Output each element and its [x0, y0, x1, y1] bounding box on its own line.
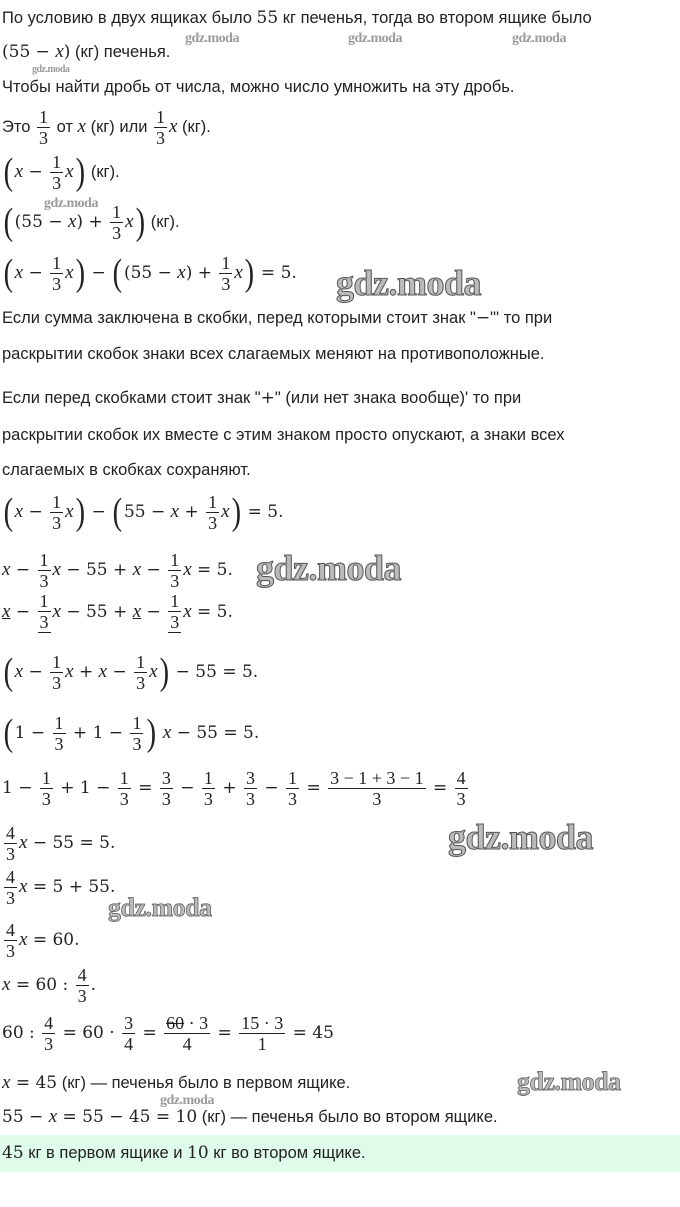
numerator-text: 1 — [39, 591, 49, 611]
numerator-text: 1 — [54, 712, 64, 733]
text-run: кг в первом ящике и — [23, 1143, 188, 1162]
fraction — [206, 492, 219, 533]
fraction-denominator: 3 — [77, 985, 87, 1006]
math-run: − — [86, 263, 112, 283]
fraction-numerator — [202, 768, 215, 789]
text-line — [2, 763, 470, 813]
fraction-numerator — [76, 965, 89, 986]
big-parenthesis: ( — [3, 252, 14, 294]
text-run: Чтобы найти дробь от числа, можно число умножить на эту дробь. — [2, 77, 515, 96]
fraction-denominator: 3 — [170, 612, 180, 632]
text-run: Если сумма заключена в скобки, перед которыми стоит знак " — [2, 308, 476, 327]
math-variable: x — [19, 832, 28, 853]
fraction — [4, 920, 17, 961]
fraction — [40, 768, 53, 809]
fraction-numerator — [160, 768, 173, 789]
numerator-text: 1 — [52, 651, 62, 672]
fraction-numerator — [50, 152, 63, 173]
big-parenthesis: ( — [3, 651, 14, 693]
fraction-numerator — [53, 713, 66, 734]
big-parenthesis: ) — [135, 201, 145, 243]
text-run: от — [52, 117, 78, 136]
math-run: (55 − — [14, 212, 68, 232]
fraction — [50, 652, 63, 693]
math-run: − 55 = 5. — [171, 723, 260, 743]
math-run: − — [23, 162, 49, 182]
fraction — [50, 152, 63, 193]
math-run: = 55 − 45 = 10 — [57, 1107, 198, 1127]
fraction-numerator — [130, 713, 143, 734]
math-variable: x — [19, 929, 28, 950]
fraction-denominator: 3 — [112, 222, 122, 243]
fraction-denominator: 3 — [52, 273, 62, 294]
text-run: (кг). — [177, 117, 211, 136]
fraction — [50, 492, 63, 533]
math-run: − — [10, 560, 36, 580]
fraction — [42, 1013, 55, 1054]
math-variable: x — [65, 501, 74, 522]
math-run: 55 — [256, 8, 279, 28]
math-run: − 55 + — [60, 602, 133, 622]
text-line — [2, 915, 80, 965]
text-run: слагаемых в скобках сохраняют. — [2, 460, 251, 479]
fraction-numerator — [286, 768, 299, 789]
text-line — [2, 102, 211, 152]
math-run: = — [427, 778, 453, 798]
fraction-denominator: 3 — [6, 887, 15, 908]
math-run: − — [23, 502, 49, 522]
math-variable: x — [2, 1072, 11, 1093]
math-run: + — [179, 502, 205, 522]
struck-number: 60 — [166, 1012, 185, 1033]
math-variable: x — [14, 661, 24, 682]
text-line — [2, 647, 258, 697]
fraction-numerator — [4, 823, 17, 844]
math-run: = — [212, 1023, 238, 1043]
big-parenthesis: ( — [112, 491, 123, 533]
text-line — [2, 862, 115, 912]
math-run: 55 − — [123, 502, 171, 522]
numerator-text: 1 — [39, 549, 49, 570]
watermark: gdz.moda — [348, 31, 402, 46]
math-variable: x — [67, 211, 77, 232]
math-run: = — [301, 778, 327, 798]
math-variable: x — [77, 116, 86, 137]
math-variable: x — [2, 559, 11, 580]
fraction-numerator — [4, 920, 17, 941]
fraction-numerator — [50, 492, 63, 513]
math-variable: x — [2, 974, 11, 995]
math-run: (55 − — [2, 42, 56, 62]
fraction-denominator: 3 — [6, 843, 15, 864]
math-run: + 1 − — [67, 723, 129, 743]
fraction-numerator — [42, 1013, 55, 1034]
fraction-numerator — [50, 253, 63, 274]
math-run: 1 − — [14, 723, 51, 743]
math-variable: x — [149, 661, 158, 682]
fraction-numerator — [164, 1013, 210, 1034]
fraction-denominator: 3 — [132, 733, 142, 754]
math-run: − — [174, 778, 200, 798]
numerator-text: 4 — [6, 866, 15, 887]
math-run: 45 — [2, 1143, 24, 1163]
fraction — [202, 768, 215, 809]
math-variable: x — [177, 262, 186, 283]
text-run: (кг). — [146, 212, 180, 231]
fraction-denominator: 4 — [124, 1033, 134, 1054]
math-variable: x — [14, 262, 24, 283]
math-run: = 5. — [191, 560, 233, 580]
fraction-numerator — [455, 768, 468, 789]
watermark: gdz.moda — [32, 64, 70, 75]
numerator-text: 3 — [245, 767, 255, 788]
math-run: ) + — [185, 263, 218, 283]
fraction-denominator: 3 — [136, 672, 146, 693]
math-run: 55 − — [2, 1107, 49, 1127]
math-run: ) — [63, 42, 71, 62]
watermark: gdz.moda — [448, 817, 594, 857]
fraction — [164, 1013, 210, 1054]
math-run: − — [475, 308, 491, 328]
fraction-denominator: 1 — [257, 1033, 267, 1054]
fraction — [38, 550, 51, 591]
fraction-denominator: 3 — [52, 172, 62, 193]
big-parenthesis: ) — [147, 712, 157, 754]
math-run: − — [23, 662, 49, 682]
text-run: (кг) или — [85, 117, 153, 136]
fraction-denominator: 3 — [39, 612, 49, 632]
numerator-text: 1 — [170, 549, 180, 570]
numerator-text: 4 — [77, 964, 87, 985]
watermark: gdz.moda — [160, 1093, 214, 1108]
text-line — [2, 1008, 334, 1058]
math-variable: x — [55, 41, 64, 62]
fraction-denominator: 3 — [208, 512, 218, 533]
math-run: = 5. — [255, 263, 297, 283]
fraction-numerator — [168, 591, 181, 612]
math-variable: x — [14, 501, 24, 522]
fraction-denominator: 3 — [39, 127, 48, 148]
watermark: gdz.moda — [256, 548, 402, 588]
math-run: ) + — [76, 212, 109, 232]
big-parenthesis: ) — [159, 651, 169, 693]
fraction-numerator — [328, 768, 425, 789]
text-run: " (или нет знака вообще)' то при — [274, 388, 522, 407]
fraction-denominator: 3 — [39, 570, 49, 591]
math-run: + — [216, 778, 242, 798]
numerator-text: 1 — [112, 201, 122, 222]
fraction — [37, 107, 50, 148]
numerator-text: 4 — [6, 919, 15, 940]
math-variable: x — [19, 876, 28, 897]
text-run: (кг) печенья. — [70, 42, 171, 61]
fraction-denominator: 3 — [372, 788, 382, 809]
numerator-text: 1 — [52, 151, 62, 172]
math-run: − — [107, 662, 133, 682]
math-run: − 55 + — [60, 560, 133, 580]
numerator-text: 1 — [119, 767, 129, 788]
fraction — [118, 768, 131, 809]
text-run: раскрытии скобок их вместе с этим знаком просто опускают, а знаки всех — [2, 425, 565, 444]
watermark: gdz.moda — [44, 196, 98, 211]
fraction-numerator — [38, 550, 51, 571]
text-run: "' то при — [490, 308, 553, 327]
numerator-text: 1 — [208, 491, 218, 512]
big-parenthesis: ) — [231, 491, 241, 533]
numerator-text: 1 — [132, 712, 142, 733]
watermark: gdz.moda — [185, 31, 239, 46]
numerator-text: 4 — [6, 822, 15, 843]
text-line — [2, 147, 120, 197]
fraction — [50, 253, 63, 294]
math-run: − 55 = 5. — [170, 662, 259, 682]
numerator-text: 1 — [156, 106, 166, 127]
math-variable: x — [65, 661, 74, 682]
math-run: − — [23, 263, 49, 283]
big-parenthesis: ) — [75, 151, 85, 193]
fraction — [168, 550, 181, 591]
big-parenthesis: ) — [75, 491, 85, 533]
fraction — [219, 253, 232, 294]
math-run: − — [141, 602, 167, 622]
fraction — [328, 768, 425, 809]
math-variable: x — [65, 262, 74, 283]
fraction — [76, 965, 89, 1006]
numerator-text: 1 — [203, 767, 213, 788]
numerator-text: 4 — [44, 1012, 54, 1033]
text-line — [2, 818, 115, 868]
math-run: = 5. — [242, 502, 284, 522]
math-run: = — [132, 778, 158, 798]
numerator-text: 1 — [52, 491, 62, 512]
big-parenthesis: ( — [3, 201, 14, 243]
fraction — [160, 768, 173, 809]
math-run: − — [141, 560, 167, 580]
fraction-numerator — [134, 652, 147, 673]
fraction-numerator — [219, 253, 232, 274]
math-run: 60 : — [2, 1023, 41, 1043]
numerator-text: 1 — [52, 252, 62, 273]
fraction — [38, 591, 51, 633]
fraction — [455, 768, 468, 809]
fraction-numerator — [154, 107, 167, 128]
fraction-numerator — [110, 202, 123, 223]
text-run: (кг). — [86, 162, 120, 181]
fraction-numerator — [38, 591, 51, 612]
fraction-numerator — [118, 768, 131, 789]
big-parenthesis: ( — [3, 491, 14, 533]
math-run: − — [10, 602, 36, 622]
math-variable: x — [221, 501, 230, 522]
fraction-numerator — [244, 768, 257, 789]
text-run: (кг) — печенья было во втором ящике. — [197, 1107, 498, 1126]
text-line — [2, 487, 284, 537]
fraction-denominator: 3 — [288, 788, 298, 809]
fraction — [134, 652, 147, 693]
fraction-denominator: 3 — [41, 788, 51, 809]
fraction-denominator: 3 — [6, 940, 15, 961]
numerator-text: 1 — [39, 106, 48, 127]
math-run: = — [137, 1023, 163, 1043]
math-variable: x — [158, 722, 172, 743]
numerator-text: 3 — [124, 1012, 134, 1033]
big-parenthesis: ( — [112, 252, 123, 294]
fraction-numerator — [50, 652, 63, 673]
watermark: gdz.moda — [336, 263, 482, 303]
numerator-text: 1 — [170, 591, 180, 611]
fraction-denominator: 3 — [119, 788, 129, 809]
math-variable: x — [234, 262, 243, 283]
math-run: = 5. — [191, 602, 233, 622]
fraction-numerator — [37, 107, 50, 128]
text-line — [2, 1128, 366, 1178]
big-parenthesis: ( — [3, 151, 14, 193]
fraction — [53, 713, 66, 754]
big-parenthesis: ( — [3, 712, 14, 754]
text-run: По условию в двух ящиках было — [2, 8, 257, 27]
math-run: (55 − — [123, 263, 178, 283]
fraction-denominator: 3 — [161, 788, 171, 809]
math-variable: x — [14, 161, 24, 182]
fraction-numerator — [168, 550, 181, 571]
numerator-text: 1 — [288, 767, 298, 788]
math-run: = 45 — [10, 1073, 58, 1093]
fraction-denominator: 3 — [203, 788, 213, 809]
math-run: + — [73, 662, 99, 682]
fraction — [4, 867, 17, 908]
math-run: . — [90, 975, 97, 995]
math-variable: x — [48, 1106, 58, 1127]
text-line — [2, 329, 545, 379]
fraction — [286, 768, 299, 809]
math-variable: x — [65, 161, 74, 182]
math-variable: x — [98, 661, 108, 682]
math-variable: x — [169, 116, 178, 137]
math-run: + 1 − — [54, 778, 116, 798]
math-variable: x — [183, 559, 192, 580]
math-run: = 60 : — [10, 975, 74, 995]
text-line — [2, 587, 233, 637]
fraction-denominator: 3 — [170, 570, 180, 591]
text-run: кг во втором ящике. — [208, 1143, 366, 1162]
math-variable: x — [52, 601, 61, 622]
watermark: gdz.moda — [108, 893, 212, 922]
math-run: 1 − — [2, 778, 38, 798]
fraction-denominator: 3 — [54, 733, 64, 754]
fraction-denominator: 3 — [221, 273, 231, 294]
numerator-text: · 3 — [188, 1012, 209, 1033]
big-parenthesis: ) — [244, 252, 254, 294]
fraction-denominator: 3 — [156, 127, 166, 148]
numerator-text: 4 — [456, 767, 466, 788]
math-run: − — [86, 502, 112, 522]
fraction — [4, 823, 17, 864]
text-line — [2, 248, 297, 298]
math-variable: x — [2, 601, 11, 622]
fraction-denominator: 4 — [182, 1033, 192, 1054]
fraction-denominator: 3 — [456, 788, 466, 809]
numerator-text: 1 — [221, 252, 231, 273]
math-run: + — [260, 388, 275, 408]
fraction-denominator: 3 — [245, 788, 255, 809]
fraction-denominator: 3 — [52, 672, 62, 693]
text-line — [2, 960, 96, 1010]
numerator-text: 1 — [41, 767, 51, 788]
fraction-denominator: 3 — [44, 1033, 54, 1054]
fraction — [110, 202, 123, 243]
fraction-numerator — [4, 867, 17, 888]
fraction — [244, 768, 257, 809]
numerator-text: 15 · 3 — [241, 1012, 284, 1033]
math-variable: x — [132, 559, 142, 580]
numerator-text: 3 — [161, 767, 171, 788]
math-run: = 60 · — [57, 1023, 121, 1043]
math-variable: x — [132, 601, 142, 622]
math-run: − — [258, 778, 285, 798]
math-variable: x — [170, 501, 180, 522]
numerator-text: 1 — [136, 651, 146, 672]
text-line — [2, 708, 259, 758]
watermark: gdz.moda — [512, 31, 566, 46]
math-run: = 45 — [287, 1023, 334, 1043]
text-run: (кг) — печенья было в первом ящике. — [57, 1073, 351, 1092]
text-run: кг печенья, тогда во втором ящике было — [278, 8, 592, 27]
fraction-numerator — [239, 1013, 285, 1034]
fraction — [168, 591, 181, 633]
fraction — [130, 713, 143, 754]
big-parenthesis: ) — [75, 252, 85, 294]
fraction — [122, 1013, 135, 1054]
fraction — [239, 1013, 285, 1054]
math-run: = 5 + 55. — [27, 877, 116, 897]
fraction-numerator — [40, 768, 53, 789]
numerator-text: 3 − 1 + 3 − 1 — [330, 767, 424, 788]
math-variable: x — [52, 559, 61, 580]
fraction-numerator — [206, 492, 219, 513]
text-run: Если перед скобками стоит знак " — [2, 388, 261, 407]
text-run: раскрытии скобок знаки всех слагаемых меняют на противоположные. — [2, 344, 545, 363]
math-variable: x — [125, 211, 134, 232]
fraction-denominator: 3 — [52, 512, 62, 533]
math-run: − 55 = 5. — [27, 833, 116, 853]
fraction — [154, 107, 167, 148]
watermark: gdz.moda — [517, 1067, 621, 1096]
text-run: Это — [2, 117, 35, 136]
fraction-numerator — [122, 1013, 135, 1034]
math-run: = 60. — [27, 930, 80, 950]
math-run: 10 — [187, 1143, 209, 1163]
math-variable: x — [183, 601, 192, 622]
